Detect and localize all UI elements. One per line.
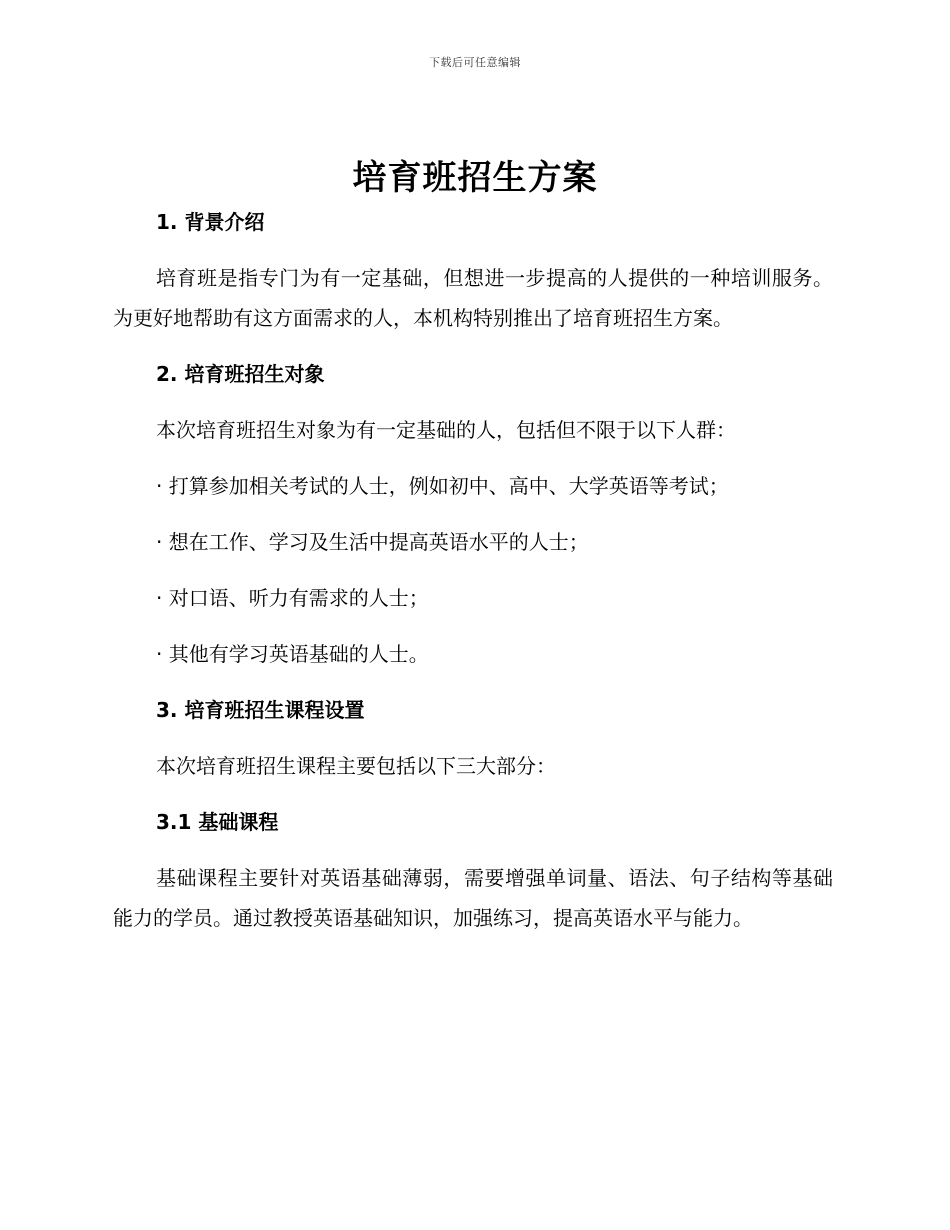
header-note: 下载后可任意编辑 — [429, 56, 521, 69]
subsection-heading-basic-course: 3.1 基础课程 — [156, 810, 279, 834]
bullet-item: · 其他有学习英语基础的人士。 — [156, 642, 429, 666]
document-title: 培育班招生方案 — [352, 158, 598, 198]
section-heading-course-setup: 3. 培育班招生课程设置 — [156, 698, 365, 722]
bullet-item: · 对口语、听力有需求的人士； — [156, 586, 429, 610]
paragraph-course-intro: 本次培育班招生课程主要包括以下三大部分： — [156, 754, 556, 778]
paragraph-target-intro: 本次培育班招生对象为有一定基础的人，包括但不限于以下人群： — [156, 418, 736, 442]
section-heading-background: 1. 背景介绍 — [156, 210, 265, 234]
bullet-item: · 想在工作、学习及生活中提高英语水平的人士； — [156, 530, 589, 554]
paragraph-background: 培育班是指专门为有一定基础，但想进一步提高的人提供的一种培训服务。为更好地帮助有这方面需求的人，本机构特别推出了培育班招生方案。 — [113, 266, 833, 330]
document-body — [113, 202, 833, 954]
paragraph-basic-course: 基础课程主要针对英语基础薄弱，需要增强单词量、语法、句子结构等基础能力的学员。通过教授英语基础知识，加强练习，提高英语水平与能力。 — [113, 866, 833, 930]
section-heading-target-audience: 2. 培育班招生对象 — [156, 362, 325, 386]
bullet-item: · 打算参加相关考试的人士，例如初中、高中、大学英语等考试； — [156, 474, 729, 498]
